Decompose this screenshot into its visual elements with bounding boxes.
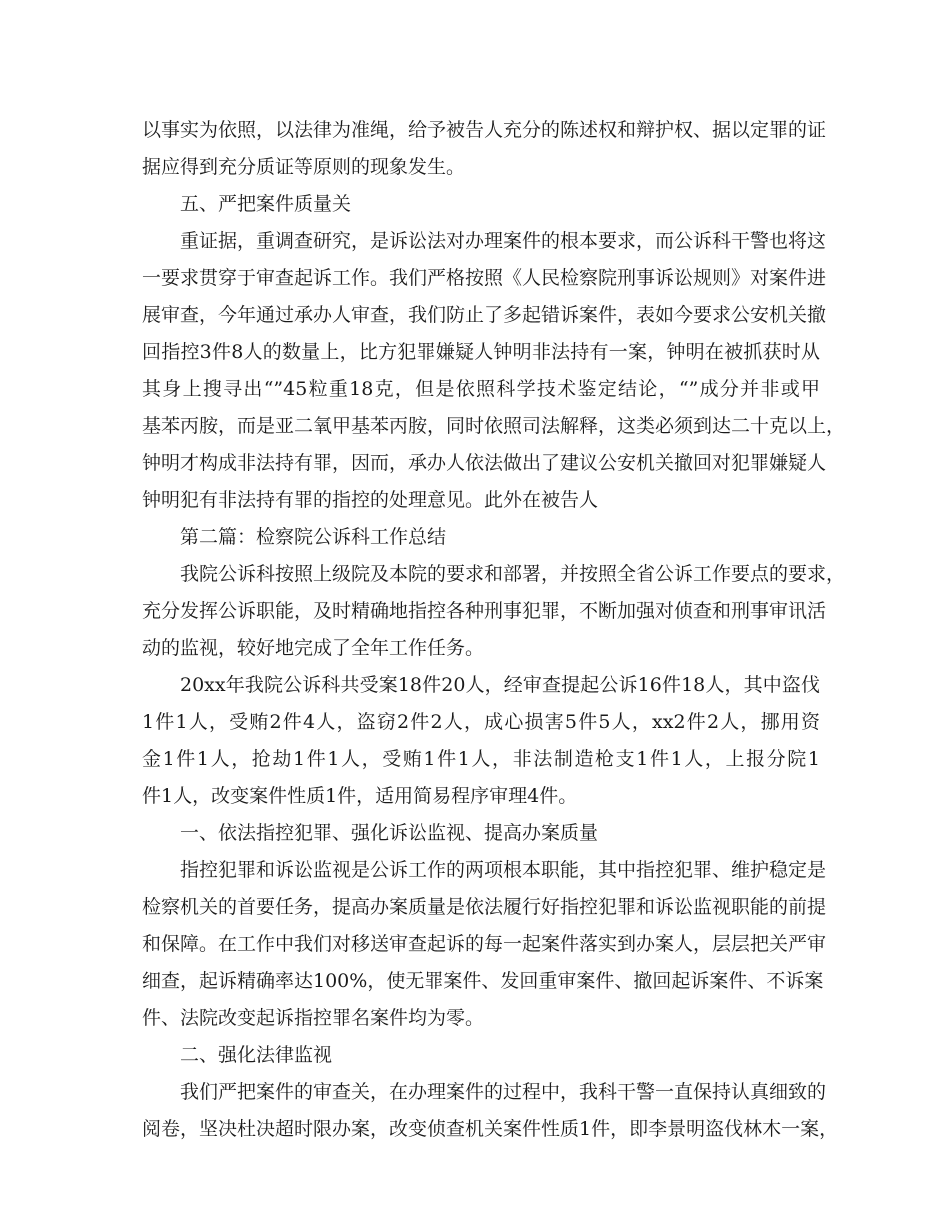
text-line: 一要求贯穿于审查起诉工作。我们严格按照《人民检察院刑事诉讼规则》对案件进 xyxy=(142,267,827,289)
text-line: 20xx年我院公诉科共受案18件20人，经审查提起公诉16件18人，其中盗伐 xyxy=(180,674,820,696)
text-line: 据应得到充分质证等原则的现象发生。 xyxy=(142,156,466,178)
text-line: 指控犯罪和诉讼监视是公诉工作的两项根本职能，其中指控犯罪、维护稳定是 xyxy=(180,859,827,881)
text-line: 件、法院改变起诉指控罪名案件均为零。 xyxy=(142,1007,485,1029)
text-line: 细查，起诉精确率达100%，使无罪案件、发回重审案件、撤回起诉案件、不诉案 xyxy=(142,970,824,992)
text-line: 阅卷，坚决杜决超时限办案，改变侦查机关案件性质1件，即李景明盗伐林木一案， xyxy=(142,1118,839,1140)
text-line: 其身上搜寻出“”45粒重18克，但是依照科学技术鉴定结论，“”成分并非或甲 xyxy=(142,378,820,400)
text-line: 我院公诉科按照上级院及本院的要求和部署，并按照全省公诉工作要点的要求， xyxy=(180,563,846,585)
text-line: 件1人，改变案件性质1件，适用简易程序审理4件。 xyxy=(142,785,578,807)
text-line: 基苯丙胺，而是亚二氧甲基苯丙胺，同时依照司法解释，这类必须到达二十克以上， xyxy=(142,415,846,437)
document-body xyxy=(142,112,846,1148)
text-line: 1件1人，受贿2件4人，盗窃2件2人，成心损害5件5人，xx2件2人，挪用资 xyxy=(142,711,820,733)
section-heading: 一、依法指控犯罪、强化诉讼监视、提高办案质量 xyxy=(180,822,599,844)
text-line: 钟明才构成非法持有罪，因而，承办人依法做出了建议公安机关撤回对犯罪嫌疑人 xyxy=(142,452,827,474)
text-line: 展审查，今年通过承办人审查，我们防止了多起错诉案件，表如今要求公安机关撤 xyxy=(142,304,827,326)
text-line: 动的监视，较好地完成了全年工作任务。 xyxy=(142,637,485,659)
text-line: 以事实为依照，以法律为准绳，给予被告人充分的陈述权和辩护权、据以定罪的证 xyxy=(142,119,827,141)
chapter-heading: 第二篇：检察院公诉科工作总结 xyxy=(180,526,447,548)
text-line: 和保障。在工作中我们对移送审查起诉的每一起案件落实到办案人，层层把关严审 xyxy=(142,933,827,955)
text-line: 我们严把案件的审查关，在办理案件的过程中，我科干警一直保持认真细致的 xyxy=(180,1081,827,1103)
section-heading: 二、强化法律监视 xyxy=(180,1044,333,1066)
text-line: 金1件1人，抢劫1件1人，受贿1件1人，非法制造枪支1件1人，上报分院1 xyxy=(142,748,820,770)
section-heading: 五、严把案件质量关 xyxy=(180,193,352,215)
text-line: 回指控3件8人的数量上，比方犯罪嫌疑人钟明非法持有一案，钟明在被抓获时从 xyxy=(142,341,820,363)
text-line: 重证据，重调查研究，是诉讼法对办理案件的根本要求，而公诉科干警也将这 xyxy=(180,230,827,252)
text-line: 钟明犯有非法持有罪的指控的处理意见。此外在被告人 xyxy=(142,489,599,511)
text-line: 检察机关的首要任务，提高办案质量是依法履行好指控犯罪和诉讼监视职能的前提 xyxy=(142,896,827,918)
text-line: 充分发挥公诉职能，及时精确地指控各种刑事犯罪，不断加强对侦查和刑事审讯活 xyxy=(142,600,827,622)
